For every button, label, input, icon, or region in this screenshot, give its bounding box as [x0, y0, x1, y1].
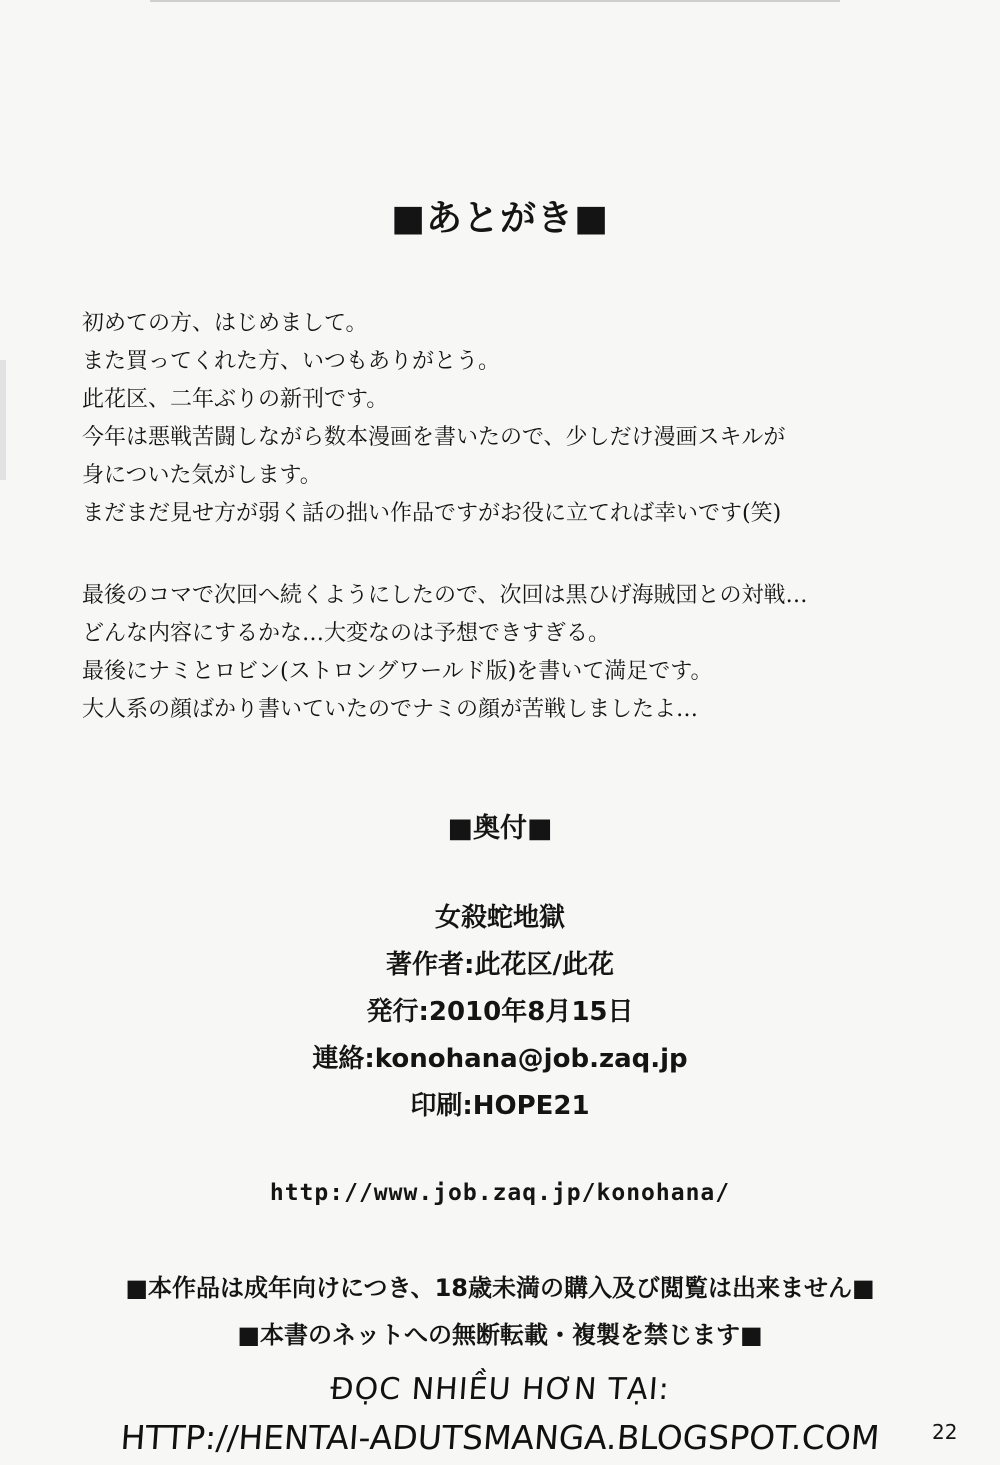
afterword-line: また買ってくれた方、いつもありがとう。	[82, 349, 501, 374]
top-rule	[150, 0, 840, 2]
colophon-block	[0, 895, 1000, 1130]
adult-notice: ■本作品は成年向けにつき、18歳未満の購入及び閲覧は出来ません■	[125, 1274, 875, 1302]
afterword-line: まだまだ見せ方が弱く話の拙い作品ですがお役に立てれば幸いです(笑)	[82, 501, 782, 526]
afterword-line: 大人系の顔ばかり書いていたのでナミの顔が苦戦しましたよ…	[82, 697, 699, 722]
afterword-line: 身についた気がします。	[82, 463, 322, 488]
scan-edge-shade	[0, 360, 6, 480]
copyright-notice: ■本書のネットへの無断転載・複製を禁じます■	[237, 1321, 763, 1349]
author-line: 著作者:此花区/此花	[386, 950, 614, 980]
afterword-line: 今年は悪戦苦闘しながら数本漫画を書いたので、少しだけ漫画スキルが	[82, 425, 786, 450]
afterword-body	[82, 305, 942, 729]
afterword-line: 最後にナミとロビン(ストロングワールド版)を書いて満足です。	[82, 659, 713, 684]
afterword-line: 初めての方、はじめまして。	[82, 311, 368, 336]
colophon-heading: ■奥付■	[447, 813, 553, 844]
watermark-line-2: HTTP://HENTAI-ADUTSMANGA.BLOGSPOT.COM	[119, 1418, 881, 1457]
printer-line: 印刷:HOPE21	[410, 1091, 590, 1121]
afterword-line: どんな内容にするかな…大変なのは予想できすぎる。	[82, 621, 611, 646]
book-title: 女殺蛇地獄	[434, 903, 565, 933]
afterword-heading: ■あとがき■	[390, 197, 610, 239]
website-url: http://www.job.zaq.jp/konohana/	[269, 1180, 731, 1206]
contact-line: 連絡:konohana@job.zaq.jp	[312, 1044, 688, 1074]
publish-date-line: 発行:2010年8月15日	[366, 997, 634, 1027]
afterword-line: 最後のコマで次回へ続くようにしたので、次回は黒ひげ海賊団との対戦…	[82, 583, 808, 608]
paragraph-gap	[82, 533, 942, 577]
page-number: 22	[932, 1420, 958, 1444]
watermark-line-1: ĐỌC NHIỀU HƠN TẠI:	[329, 1372, 671, 1407]
afterword-line: 此花区、二年ぶりの新刊です。	[82, 387, 389, 412]
